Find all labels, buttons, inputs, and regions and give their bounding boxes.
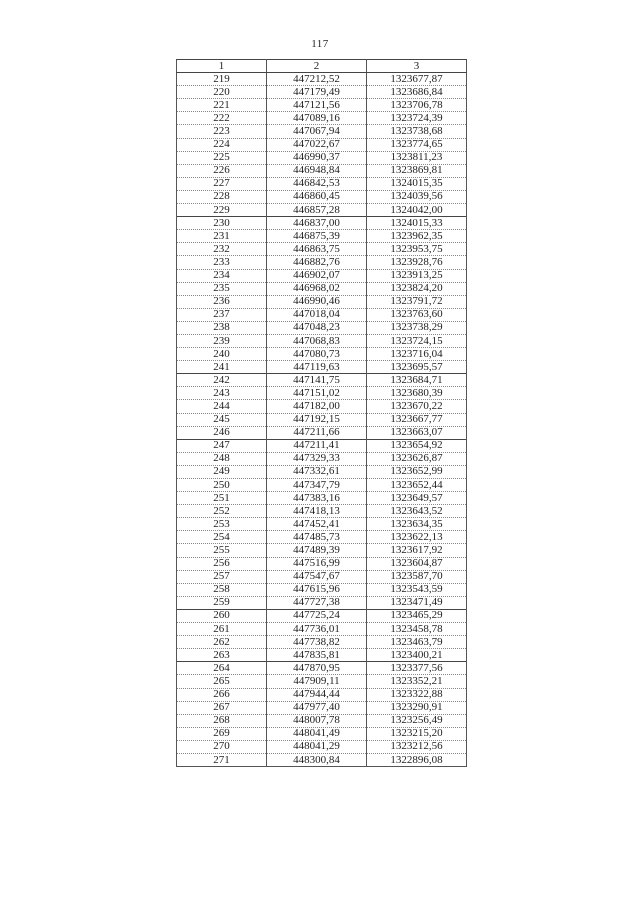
table-row	[177, 426, 467, 439]
cell-x-coordinate: 446968,02	[267, 282, 367, 295]
cell-x-coordinate: 447179,49	[267, 86, 367, 99]
cell-x-coordinate: 447615,96	[267, 583, 367, 596]
column-header-y: 3	[367, 60, 467, 73]
cell-x-coordinate: 447018,04	[267, 308, 367, 321]
cell-y-coordinate: 1322896,08	[367, 753, 467, 766]
column-header-x: 2	[267, 60, 367, 73]
cell-y-coordinate: 1323824,20	[367, 282, 467, 295]
cell-x-coordinate: 447944,44	[267, 688, 367, 701]
cell-y-coordinate: 1323617,92	[367, 544, 467, 557]
cell-x-coordinate: 446863,75	[267, 243, 367, 256]
cell-x-coordinate: 447736,01	[267, 623, 367, 636]
table-row	[177, 531, 467, 544]
table-row	[177, 282, 467, 295]
cell-point-number: 223	[177, 125, 267, 138]
table-row	[177, 243, 467, 256]
table-row	[177, 714, 467, 727]
table-row	[177, 701, 467, 714]
cell-x-coordinate: 447211,41	[267, 439, 367, 452]
cell-y-coordinate: 1323290,91	[367, 701, 467, 714]
cell-point-number: 256	[177, 557, 267, 570]
cell-x-coordinate: 447332,61	[267, 465, 367, 478]
table-row	[177, 400, 467, 413]
table-row	[177, 753, 467, 766]
table-row	[177, 387, 467, 400]
cell-point-number: 262	[177, 636, 267, 649]
cell-y-coordinate: 1323670,22	[367, 400, 467, 413]
cell-y-coordinate: 1323738,29	[367, 321, 467, 334]
cell-y-coordinate: 1323716,04	[367, 348, 467, 361]
cell-point-number: 261	[177, 623, 267, 636]
cell-y-coordinate: 1323686,84	[367, 86, 467, 99]
table-row	[177, 334, 467, 347]
cell-y-coordinate: 1323869,81	[367, 164, 467, 177]
cell-y-coordinate: 1323643,52	[367, 505, 467, 518]
cell-x-coordinate: 447725,24	[267, 609, 367, 622]
cell-x-coordinate: 447547,67	[267, 570, 367, 583]
table-row	[177, 151, 467, 164]
cell-x-coordinate: 446860,45	[267, 190, 367, 203]
cell-y-coordinate: 1324042,00	[367, 204, 467, 217]
cell-y-coordinate: 1324039,56	[367, 190, 467, 203]
table-row	[177, 86, 467, 99]
cell-y-coordinate: 1323587,70	[367, 570, 467, 583]
coordinates-table	[176, 59, 467, 767]
cell-point-number: 231	[177, 230, 267, 243]
table-row	[177, 518, 467, 531]
cell-point-number: 258	[177, 583, 267, 596]
table-row	[177, 204, 467, 217]
cell-y-coordinate: 1323774,65	[367, 138, 467, 151]
table-row	[177, 439, 467, 452]
cell-x-coordinate: 446990,46	[267, 295, 367, 308]
table-row	[177, 73, 467, 86]
cell-point-number: 270	[177, 740, 267, 753]
cell-point-number: 224	[177, 138, 267, 151]
cell-y-coordinate: 1323256,49	[367, 714, 467, 727]
cell-point-number: 271	[177, 753, 267, 766]
cell-x-coordinate: 447727,38	[267, 596, 367, 609]
cell-y-coordinate: 1323962,35	[367, 230, 467, 243]
cell-point-number: 250	[177, 479, 267, 492]
cell-y-coordinate: 1323663,07	[367, 426, 467, 439]
cell-y-coordinate: 1323913,25	[367, 269, 467, 282]
cell-x-coordinate: 446837,00	[267, 217, 367, 230]
cell-point-number: 253	[177, 518, 267, 531]
cell-x-coordinate: 447347,79	[267, 479, 367, 492]
cell-point-number: 229	[177, 204, 267, 217]
cell-x-coordinate: 447870,95	[267, 662, 367, 675]
cell-point-number: 220	[177, 86, 267, 99]
table-row	[177, 609, 467, 622]
cell-point-number: 233	[177, 256, 267, 269]
cell-y-coordinate: 1323738,68	[367, 125, 467, 138]
cell-y-coordinate: 1323652,44	[367, 479, 467, 492]
cell-point-number: 222	[177, 112, 267, 125]
cell-y-coordinate: 1323215,20	[367, 727, 467, 740]
header-row	[177, 60, 467, 73]
cell-y-coordinate: 1323634,35	[367, 518, 467, 531]
cell-x-coordinate: 447485,73	[267, 531, 367, 544]
cell-point-number: 227	[177, 177, 267, 190]
cell-point-number: 246	[177, 426, 267, 439]
cell-y-coordinate: 1323680,39	[367, 387, 467, 400]
table-body	[177, 73, 467, 767]
cell-point-number: 265	[177, 675, 267, 688]
cell-x-coordinate: 447067,94	[267, 125, 367, 138]
table-row	[177, 636, 467, 649]
table-row	[177, 164, 467, 177]
cell-x-coordinate: 447977,40	[267, 701, 367, 714]
cell-point-number: 268	[177, 714, 267, 727]
cell-point-number: 232	[177, 243, 267, 256]
table-row	[177, 374, 467, 387]
cell-y-coordinate: 1323654,92	[367, 439, 467, 452]
cell-y-coordinate: 1323465,29	[367, 609, 467, 622]
cell-x-coordinate: 446882,76	[267, 256, 367, 269]
table-row	[177, 544, 467, 557]
page-number: 117	[311, 38, 329, 50]
cell-y-coordinate: 1323791,72	[367, 295, 467, 308]
cell-y-coordinate: 1323604,87	[367, 557, 467, 570]
cell-point-number: 230	[177, 217, 267, 230]
table-row	[177, 570, 467, 583]
column-header-point-number: 1	[177, 60, 267, 73]
cell-point-number: 255	[177, 544, 267, 557]
cell-point-number: 251	[177, 492, 267, 505]
cell-y-coordinate: 1323811,23	[367, 151, 467, 164]
cell-point-number: 236	[177, 295, 267, 308]
cell-point-number: 263	[177, 649, 267, 662]
cell-y-coordinate: 1323400,21	[367, 649, 467, 662]
cell-x-coordinate: 447022,67	[267, 138, 367, 151]
cell-y-coordinate: 1323953,75	[367, 243, 467, 256]
cell-y-coordinate: 1323626,87	[367, 452, 467, 465]
cell-x-coordinate: 447121,56	[267, 99, 367, 112]
table-row	[177, 295, 467, 308]
cell-x-coordinate: 446875,39	[267, 230, 367, 243]
cell-point-number: 267	[177, 701, 267, 714]
cell-y-coordinate: 1323622,13	[367, 531, 467, 544]
cell-x-coordinate: 447068,83	[267, 334, 367, 347]
cell-y-coordinate: 1323695,57	[367, 361, 467, 374]
cell-point-number: 244	[177, 400, 267, 413]
table-row	[177, 321, 467, 334]
table-row	[177, 662, 467, 675]
table-row	[177, 688, 467, 701]
cell-point-number: 234	[177, 269, 267, 282]
cell-y-coordinate: 1323763,60	[367, 308, 467, 321]
table-row	[177, 452, 467, 465]
cell-point-number: 249	[177, 465, 267, 478]
cell-point-number: 248	[177, 452, 267, 465]
cell-x-coordinate: 447048,23	[267, 321, 367, 334]
cell-x-coordinate: 447418,13	[267, 505, 367, 518]
cell-point-number: 266	[177, 688, 267, 701]
cell-x-coordinate: 447119,63	[267, 361, 367, 374]
cell-x-coordinate: 447835,81	[267, 649, 367, 662]
table-row	[177, 649, 467, 662]
table-row	[177, 99, 467, 112]
cell-y-coordinate: 1323212,56	[367, 740, 467, 753]
cell-point-number: 264	[177, 662, 267, 675]
cell-x-coordinate: 446842,53	[267, 177, 367, 190]
cell-y-coordinate: 1323667,77	[367, 413, 467, 426]
cell-x-coordinate: 447383,16	[267, 492, 367, 505]
cell-point-number: 257	[177, 570, 267, 583]
cell-x-coordinate: 447192,15	[267, 413, 367, 426]
cell-point-number: 242	[177, 374, 267, 387]
cell-point-number: 245	[177, 413, 267, 426]
table-row	[177, 230, 467, 243]
cell-point-number: 252	[177, 505, 267, 518]
cell-x-coordinate: 447141,75	[267, 374, 367, 387]
table-row	[177, 361, 467, 374]
cell-point-number: 238	[177, 321, 267, 334]
table-row	[177, 596, 467, 609]
cell-y-coordinate: 1323706,78	[367, 99, 467, 112]
cell-y-coordinate: 1323649,57	[367, 492, 467, 505]
cell-point-number: 239	[177, 334, 267, 347]
cell-y-coordinate: 1323652,99	[367, 465, 467, 478]
table-row	[177, 479, 467, 492]
cell-y-coordinate: 1323928,76	[367, 256, 467, 269]
cell-x-coordinate: 446990,37	[267, 151, 367, 164]
cell-point-number: 235	[177, 282, 267, 295]
table-row	[177, 583, 467, 596]
cell-x-coordinate: 447738,82	[267, 636, 367, 649]
cell-point-number: 259	[177, 596, 267, 609]
cell-y-coordinate: 1323322,88	[367, 688, 467, 701]
table-row	[177, 675, 467, 688]
cell-point-number: 241	[177, 361, 267, 374]
table-row	[177, 269, 467, 282]
table-row	[177, 413, 467, 426]
cell-y-coordinate: 1323352,21	[367, 675, 467, 688]
table-row	[177, 217, 467, 230]
table-row	[177, 740, 467, 753]
cell-y-coordinate: 1323471,49	[367, 596, 467, 609]
cell-y-coordinate: 1323677,87	[367, 73, 467, 86]
table-row	[177, 112, 467, 125]
table-header	[177, 60, 467, 73]
cell-point-number: 254	[177, 531, 267, 544]
table-row	[177, 727, 467, 740]
table-row	[177, 125, 467, 138]
cell-y-coordinate: 1324015,35	[367, 177, 467, 190]
cell-x-coordinate: 447211,66	[267, 426, 367, 439]
cell-y-coordinate: 1324015,33	[367, 217, 467, 230]
cell-y-coordinate: 1323724,15	[367, 334, 467, 347]
cell-point-number: 228	[177, 190, 267, 203]
cell-x-coordinate: 447182,00	[267, 400, 367, 413]
table-row	[177, 138, 467, 151]
cell-x-coordinate: 448041,49	[267, 727, 367, 740]
cell-point-number: 240	[177, 348, 267, 361]
cell-y-coordinate: 1323684,71	[367, 374, 467, 387]
table-row	[177, 190, 467, 203]
cell-y-coordinate: 1323543,59	[367, 583, 467, 596]
cell-y-coordinate: 1323377,56	[367, 662, 467, 675]
cell-y-coordinate: 1323458,78	[367, 623, 467, 636]
cell-point-number: 226	[177, 164, 267, 177]
cell-x-coordinate: 447489,39	[267, 544, 367, 557]
table-row	[177, 177, 467, 190]
cell-point-number: 269	[177, 727, 267, 740]
cell-point-number: 260	[177, 609, 267, 622]
cell-x-coordinate: 447089,16	[267, 112, 367, 125]
cell-x-coordinate: 446857,28	[267, 204, 367, 217]
cell-x-coordinate: 448300,84	[267, 753, 367, 766]
cell-point-number: 237	[177, 308, 267, 321]
cell-x-coordinate: 448041,29	[267, 740, 367, 753]
cell-x-coordinate: 448007,78	[267, 714, 367, 727]
cell-x-coordinate: 447516,99	[267, 557, 367, 570]
cell-point-number: 221	[177, 99, 267, 112]
cell-x-coordinate: 447909,11	[267, 675, 367, 688]
table-row	[177, 348, 467, 361]
cell-x-coordinate: 447452,41	[267, 518, 367, 531]
table-row	[177, 505, 467, 518]
cell-x-coordinate: 447151,02	[267, 387, 367, 400]
cell-x-coordinate: 446902,07	[267, 269, 367, 282]
cell-y-coordinate: 1323724,39	[367, 112, 467, 125]
cell-x-coordinate: 446948,84	[267, 164, 367, 177]
cell-point-number: 225	[177, 151, 267, 164]
table-row	[177, 557, 467, 570]
cell-x-coordinate: 447080,73	[267, 348, 367, 361]
table-row	[177, 492, 467, 505]
cell-point-number: 243	[177, 387, 267, 400]
table-row	[177, 256, 467, 269]
cell-point-number: 247	[177, 439, 267, 452]
table-row	[177, 308, 467, 321]
cell-x-coordinate: 447212,52	[267, 73, 367, 86]
cell-point-number: 219	[177, 73, 267, 86]
table-row	[177, 623, 467, 636]
table-row	[177, 465, 467, 478]
cell-x-coordinate: 447329,33	[267, 452, 367, 465]
cell-y-coordinate: 1323463,79	[367, 636, 467, 649]
